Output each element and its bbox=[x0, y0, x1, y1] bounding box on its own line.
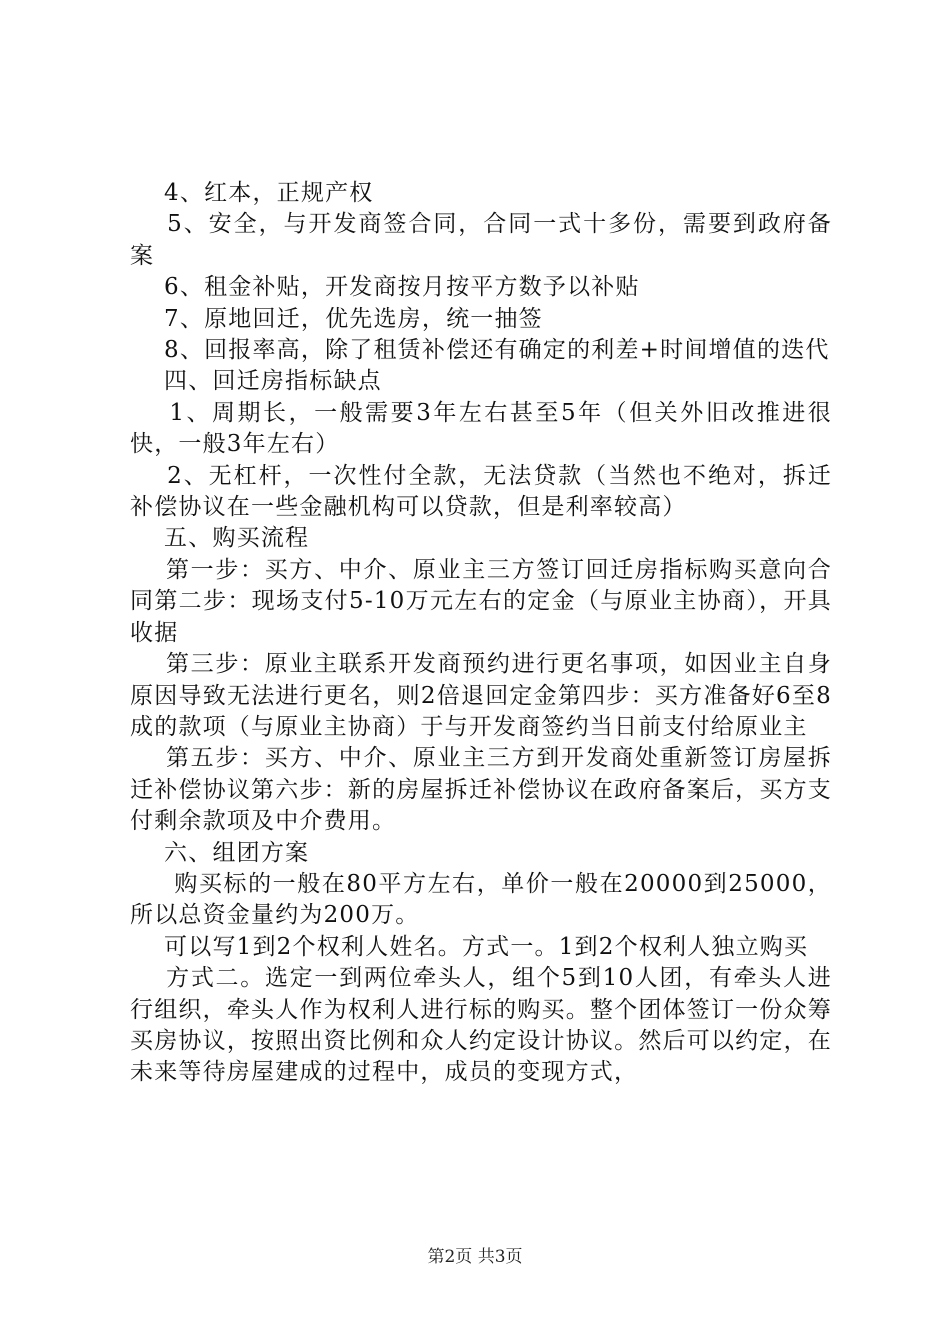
paragraph: 方式二。选定一到两位牵头人，组个5到10人团，有牵头人进行组织，牵头人作为权利人进行标的购买。整个团体签订一份众筹买房协议，按照出资比例和众人约定设计协议。然后可以约定，在未来等待房屋建成的过程中，成员的变现方式， bbox=[130, 965, 833, 1086]
paragraph: 4、红本，正规产权 bbox=[130, 180, 374, 206]
paragraph: 可以写1到2个权利人姓名。方式一。1到2个权利人独立购买 bbox=[130, 933, 809, 960]
section-heading: 六、组团方案 bbox=[130, 839, 310, 866]
page-footer: 第2页 共3页 bbox=[427, 1247, 523, 1267]
paragraph: 第五步：买方、中介、原业主三方到开发商处重新签订房屋拆迁补偿协议第六步：新的房屋拆迁补偿协议在政府备案后，买方支付剩余款项及中介费用。 bbox=[130, 745, 832, 835]
section-heading: 五、购买流程 bbox=[130, 525, 310, 552]
section-heading: 四、回迁房指标缺点 bbox=[130, 368, 382, 395]
paragraph: 购买标的一般在80平方左右，单价一般在20000到25000，所以总资金量约为200万。 bbox=[130, 870, 832, 929]
paragraph: 8、回报率高，除了租赁补偿还有确定的利差+时间增值的迭代 bbox=[130, 337, 830, 364]
document-body bbox=[130, 178, 832, 1089]
paragraph: 5、安全，与开发商签合同，合同一式十多份，需要到政府备案 bbox=[130, 211, 832, 269]
paragraph: 7、原地回迁，优先选房，统一抽签 bbox=[130, 305, 543, 332]
paragraph: 第一步：买方、中介、原业主三方签订回迁房指标购买意向合同第二步：现场支付5-10万元左右的定金（与原业主协商），开具收据 bbox=[130, 556, 832, 646]
paragraph: 第三步：原业主联系开发商预约进行更名事项，如因业主自身原因导致无法进行更名，则2倍退回定金第四步：买方准备好6至8成的款项（与原业主协商）于与开发商签约当日前支付给原业主 bbox=[130, 651, 832, 740]
paragraph: 1、周期长，一般需要3年左右甚至5年（但关外旧改推进很快，一般3年左右） bbox=[130, 399, 832, 458]
paragraph: 2、无杠杆，一次性付全款，无法贷款（当然也不绝对，拆迁补偿协议在一些金融机构可以贷款，但是利率较高） bbox=[130, 462, 832, 521]
paragraph: 6、租金补贴，开发商按月按平方数予以补贴 bbox=[130, 274, 640, 301]
